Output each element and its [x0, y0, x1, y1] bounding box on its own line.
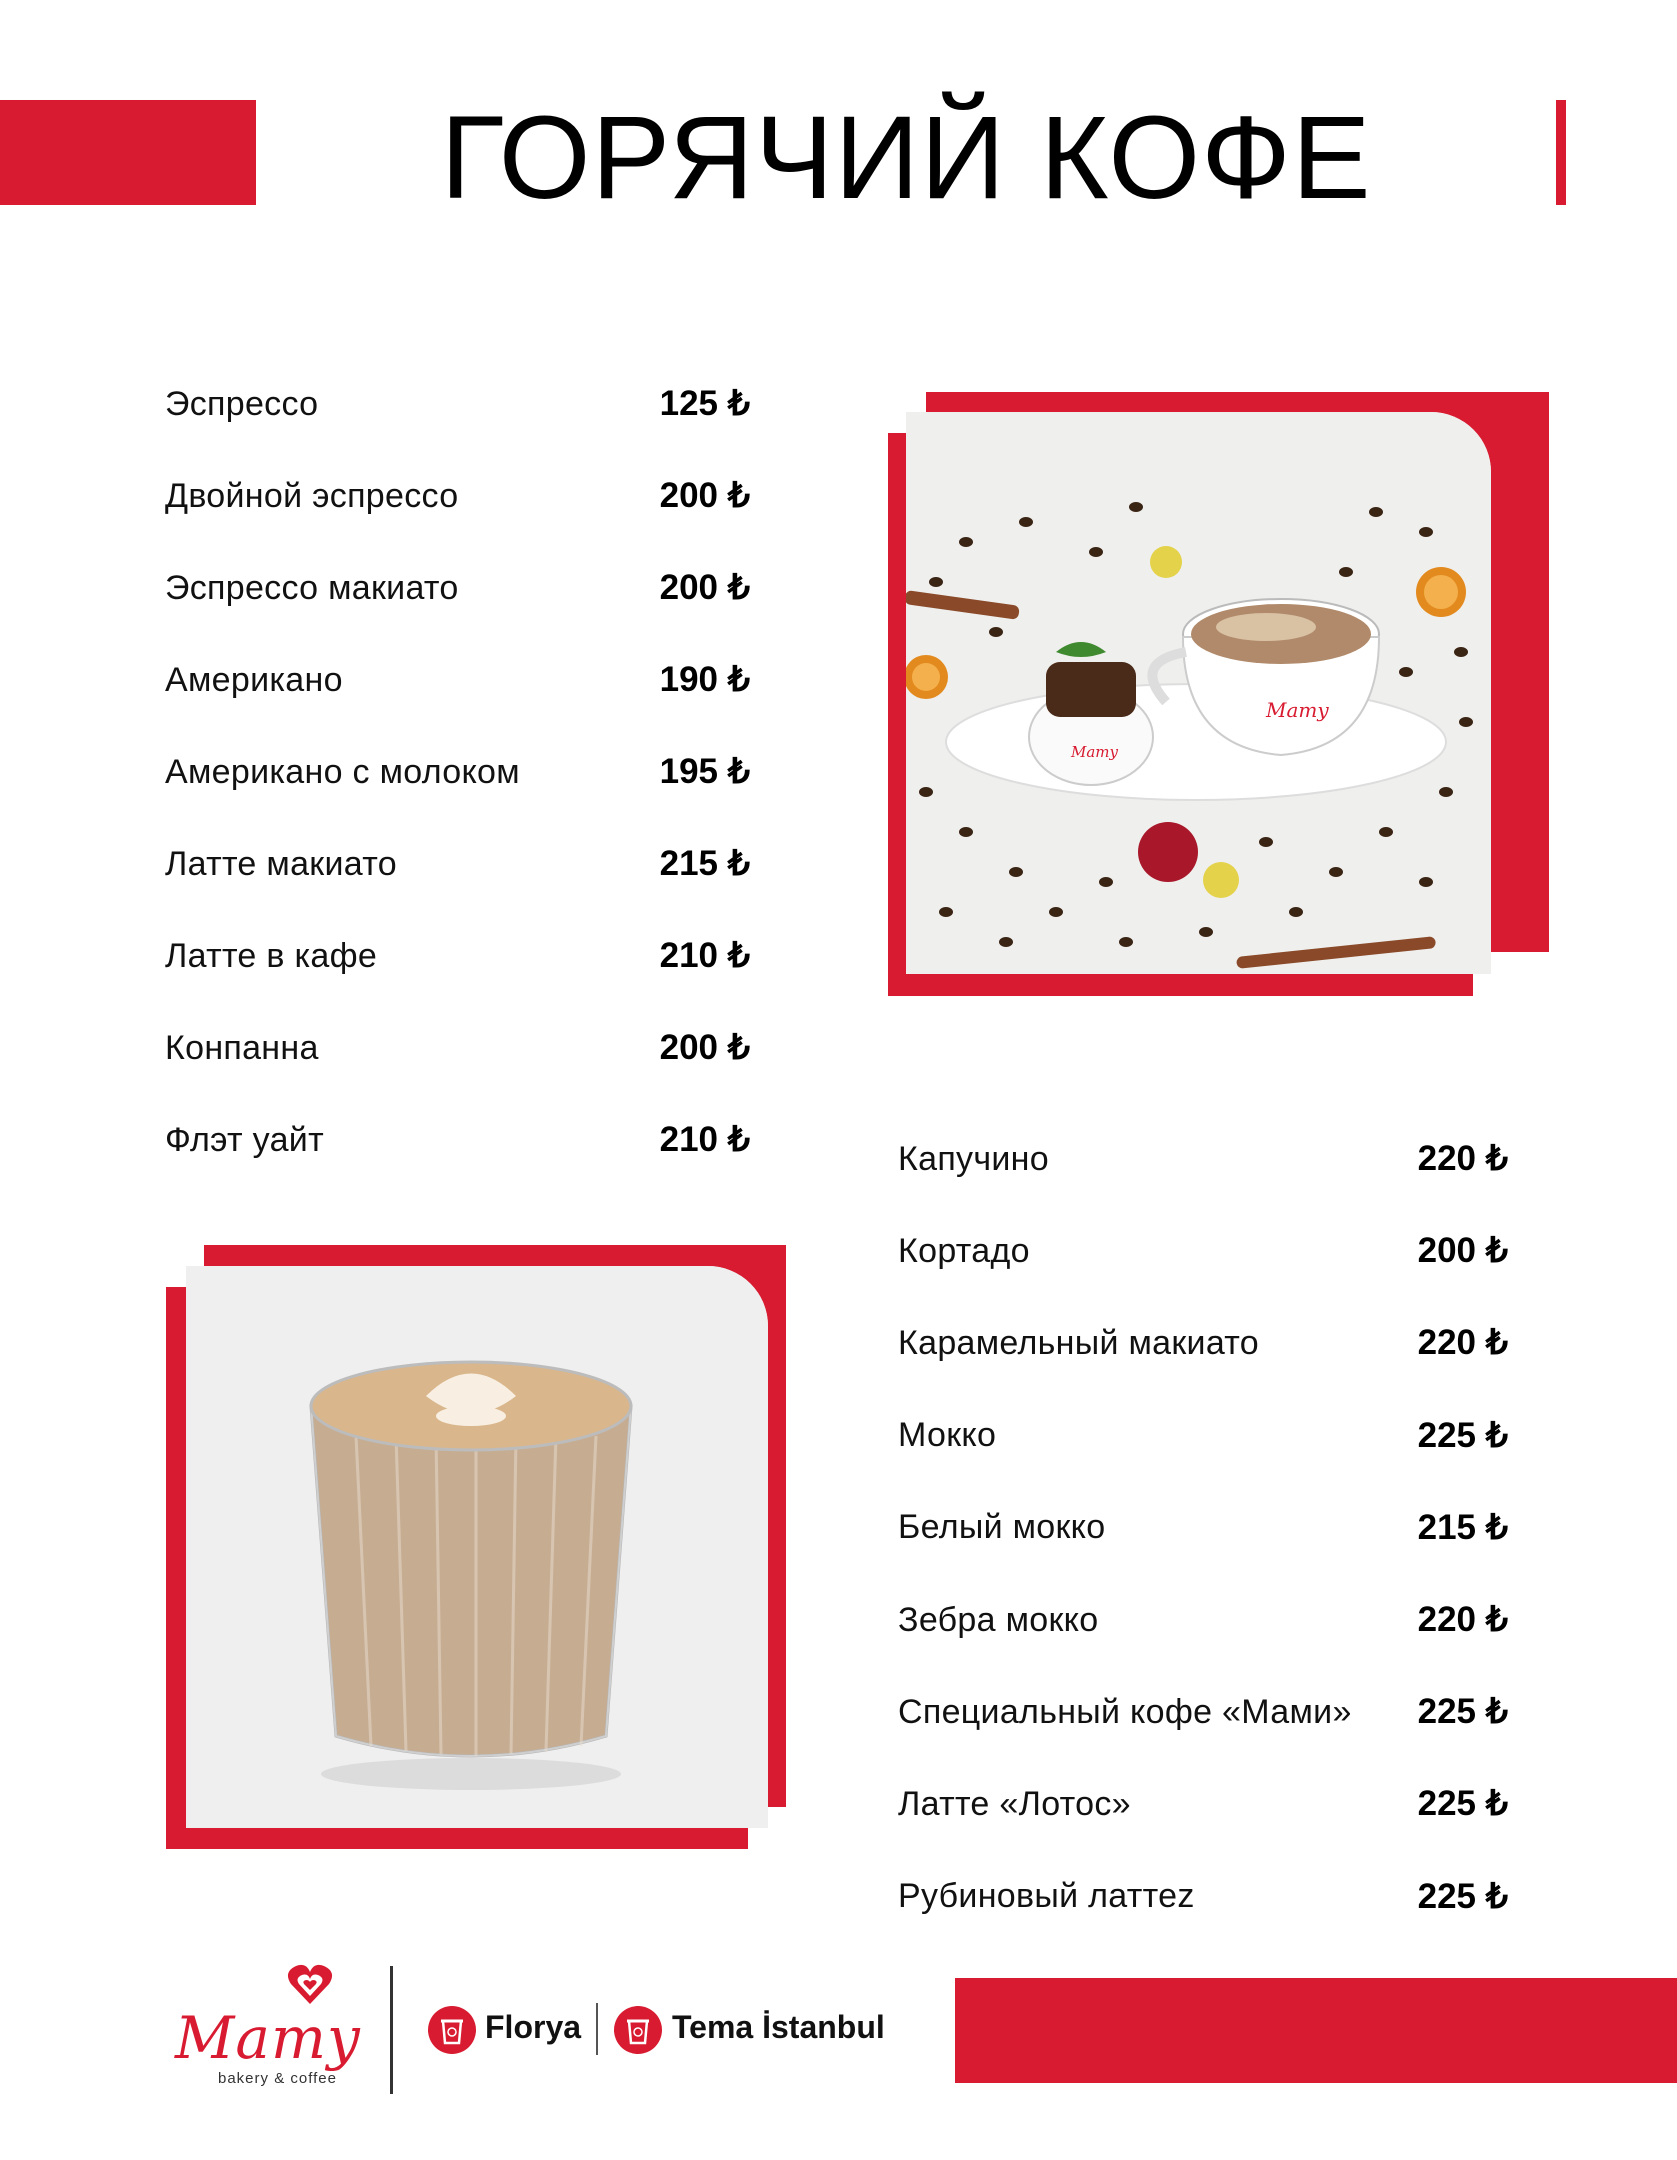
menu-item-price: 190 ₺ — [659, 660, 750, 699]
brand-heart-icon — [285, 1960, 335, 2010]
svg-text:Mamy: Mamy — [1071, 743, 1118, 761]
menu-item-price: 195 ₺ — [659, 752, 750, 791]
menu-item-name: Эспрессо макиато — [165, 568, 459, 607]
menu-item — [898, 1297, 1508, 1389]
menu-item-name: Американо — [165, 660, 343, 699]
menu-item-price: 210 ₺ — [659, 1120, 750, 1159]
menu-item-price: 210 ₺ — [659, 936, 750, 975]
menu-item-name: Специальный кофе «Мами» — [898, 1692, 1352, 1731]
menu-item-price: 220 ₺ — [1417, 1323, 1508, 1363]
menu-item — [165, 1094, 750, 1186]
menu-item-price: 220 ₺ — [1417, 1600, 1508, 1640]
menu-item-name: Капучино — [898, 1139, 1049, 1178]
menu-item — [898, 1666, 1508, 1758]
menu-item-name: Белый мокко — [898, 1508, 1106, 1547]
menu-list-left — [165, 358, 750, 1186]
coffee-cup-icon — [614, 2006, 662, 2054]
menu-item-price: 225 ₺ — [1417, 1692, 1508, 1732]
footer-divider — [390, 1966, 393, 2094]
latte-photo — [186, 1266, 768, 1828]
menu-item-name: Мокко — [898, 1416, 997, 1455]
menu-list-right — [898, 1113, 1508, 1943]
page-title: ГОРЯЧИЙ КОФЕ — [440, 92, 1372, 224]
menu-item — [165, 358, 750, 450]
menu-item-price: 200 ₺ — [1417, 1231, 1508, 1271]
menu-item — [898, 1851, 1508, 1943]
cappuccino-illustration — [906, 412, 1491, 974]
coffee-cup-icon — [428, 2006, 476, 2054]
menu-item-name: Американо с молоком — [165, 752, 520, 791]
location-label: Tema İstanbul — [672, 2009, 885, 2045]
footer-accent-bar — [955, 1978, 1677, 2083]
menu-item — [898, 1205, 1508, 1297]
menu-item-name: Зебра мокко — [898, 1600, 1099, 1639]
menu-item-price: 225 ₺ — [1417, 1415, 1508, 1455]
brand-logo: Mamy — [175, 2004, 361, 2072]
menu-item-name: Эспрессо — [165, 384, 319, 423]
menu-item-price: 225 ₺ — [1417, 1876, 1508, 1916]
menu-item — [165, 818, 750, 910]
header-accent-bar-right — [1556, 100, 1566, 205]
latte-illustration — [186, 1266, 768, 1828]
svg-text:Mamy: Mamy — [1266, 698, 1329, 722]
cappuccino-photo — [906, 412, 1491, 974]
menu-item — [165, 450, 750, 542]
menu-item — [898, 1482, 1508, 1574]
menu-item — [898, 1390, 1508, 1482]
menu-item — [165, 542, 750, 634]
brand-tagline: bakery & coffee — [218, 2070, 337, 2087]
menu-item-name: Кортадо — [898, 1231, 1030, 1270]
menu-item-price: 220 ₺ — [1417, 1139, 1508, 1179]
menu-item-price: 215 ₺ — [1417, 1507, 1508, 1547]
menu-item — [898, 1574, 1508, 1666]
menu-item-name: Двойной эспрессо — [165, 476, 459, 515]
location-divider — [596, 2003, 598, 2055]
menu-item-price: 225 ₺ — [1417, 1784, 1508, 1824]
menu-item-price: 200 ₺ — [659, 1028, 750, 1067]
menu-item-name: Флэт уайт — [165, 1120, 324, 1159]
menu-item-price: 200 ₺ — [659, 568, 750, 607]
menu-item — [165, 726, 750, 818]
menu-item-name: Рубиновый латтеz — [898, 1877, 1195, 1916]
menu-item — [898, 1758, 1508, 1850]
menu-item — [165, 910, 750, 1002]
menu-item — [165, 1002, 750, 1094]
menu-item — [165, 634, 750, 726]
menu-item-name: Латте «Лотос» — [898, 1784, 1131, 1823]
menu-item — [898, 1113, 1508, 1205]
menu-item-price: 215 ₺ — [659, 844, 750, 883]
menu-item-name: Латте макиато — [165, 844, 397, 883]
menu-item-price: 200 ₺ — [659, 476, 750, 515]
header-accent-bar-left — [0, 100, 256, 205]
menu-item-name: Карамельный макиато — [898, 1323, 1260, 1362]
location-label: Florya — [485, 2009, 582, 2045]
menu-item-price: 125 ₺ — [659, 384, 750, 423]
menu-item-name: Конпанна — [165, 1028, 319, 1067]
menu-item-name: Латте в кафе — [165, 936, 378, 975]
